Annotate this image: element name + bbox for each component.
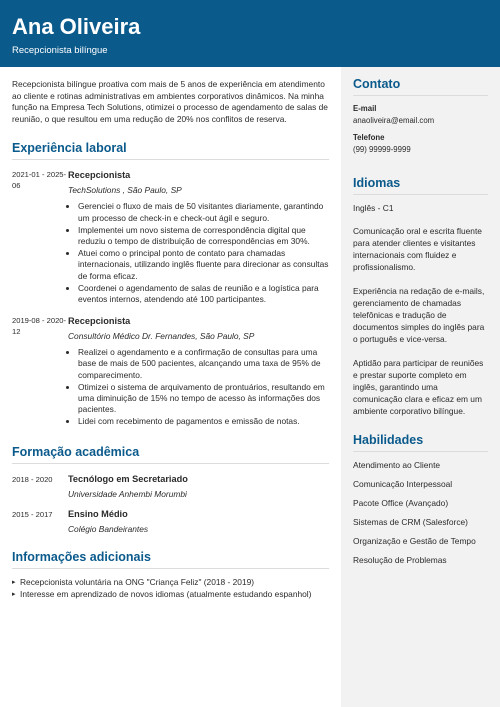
education-school: Colégio Bandeirantes [68, 523, 149, 534]
job-bullet: • Coordenei o agendamento de salas de reunião e a logística para eventos internos, atendendo até 100 participantes. [78, 283, 329, 305]
job-dates: 2021-01 - 2025-06 [12, 170, 67, 190]
experience-heading: Experiência laboral [12, 141, 329, 160]
language-description: Experiência na redação de e-mails, gerenciamento de chamadas telefônicas e tradução de documentos simples do inglês para o português e vice-versa. [353, 286, 485, 344]
phone-value: (99) 99999-9999 [353, 145, 411, 154]
resume-body [0, 67, 500, 707]
education-degree: Tecnólogo em Secretariado [68, 473, 188, 484]
education-school: Universidade Anhembi Morumbi [68, 488, 187, 499]
language-description: Comunicação oral e escrita fluente para atender clientes e visitantes internacionais com fluidez e profissionalismo. [353, 226, 482, 272]
job-details [68, 316, 329, 428]
education-details [68, 474, 329, 499]
job-bullets [68, 201, 329, 305]
additional-info-list [12, 577, 329, 600]
skill-item: Resolução de Problemas [353, 555, 447, 565]
job-bullet: • Implementei um novo sistema de correspondência digital que reduziu o tempo de distribuição de correspondências em 30%. [78, 225, 329, 247]
email-label: E-mail [353, 104, 377, 113]
education-entry [12, 474, 329, 499]
additional-info-item: ▸ Interesse em aprendizado de novos idiomas (atualmente estudando espanhol) [12, 589, 329, 600]
education-dates: 2015 - 2017 [12, 509, 53, 519]
job-company: Consultório Médico Dr. Fernandes, São Paulo, SP [68, 331, 255, 342]
job-bullet: • Otimizei o sistema de arquivamento de prontuários, resultando em uma diminuição de 15% no tempo de acesso às informações dos pacientes. [78, 382, 329, 416]
job-bullet: • Realizei o agendamento e a confirmação de consultas para uma base de mais de 500 pacientes, alcançando uma taxa de 95% de comparecimento. [78, 347, 329, 381]
contact-heading: Contato [353, 77, 488, 96]
education-details [68, 509, 329, 534]
education-heading: Formação acadêmica [12, 445, 329, 464]
education-dates: 2018 - 2020 [12, 474, 53, 484]
candidate-role: Recepcionista bilíngue [12, 45, 108, 56]
professional-summary: Recepcionista bilíngue proativa com mais de 5 anos de experiência em atendimento ao cliente e rotinas administrativas em ambientes corporativos dinâmicos. Na minha função na Empresa Tech Solutions, otimizei o processo de agendamento de salas de reunião, o que resultou em uma redução de 20% nos conflitos de reserva. [12, 79, 328, 124]
job-details [68, 170, 329, 306]
job-entry [12, 316, 329, 428]
job-bullet: • Lidei com recebimento de pagamentos e emissão de notas. [78, 416, 329, 427]
skill-item: Sistemas de CRM (Salesforce) [353, 517, 468, 527]
job-dates: 2019-08 - 2020-12 [12, 316, 67, 336]
additional-info-item: ▸ Recepcionista voluntária na ONG "Criança Feliz" (2018 - 2019) [12, 577, 329, 588]
education-entry [12, 509, 329, 534]
additional-info-heading: Informações adicionais [12, 550, 329, 569]
language-description: Aptidão para participar de reuniões e prestar suporte completo em inglês, garantindo uma comunicação clara e eficaz em um ambiente corporativo bilíngue. [353, 358, 484, 416]
job-company: TechSolutions , São Paulo, SP [68, 185, 182, 196]
job-bullet: • Gerenciei o fluxo de mais de 50 visitantes diariamente, garantindo um processo de check-in e check-out ágil e seguro. [78, 201, 329, 223]
job-title: Recepcionista [68, 316, 131, 327]
candidate-name: Ana Oliveira [12, 14, 141, 39]
job-entry [12, 170, 329, 306]
job-bullets [68, 347, 329, 427]
job-bullet: • Atuei como o principal ponto de contato para chamadas internacionais, utilizando inglês fluente para direcionar as consultas de forma eficaz. [78, 248, 329, 282]
sidebar [341, 67, 500, 707]
main-column [0, 67, 341, 707]
email-value: anaoliveira@email.com [353, 116, 435, 125]
skill-item: Atendimento ao Cliente [353, 460, 441, 470]
job-title: Recepcionista [68, 170, 131, 181]
languages-heading: Idiomas [353, 176, 488, 195]
language-level: Inglês - C1 [353, 203, 394, 213]
skill-item: Comunicação Interpessoal [353, 479, 453, 489]
skill-item: Organização e Gestão de Tempo [353, 536, 476, 546]
phone-label: Telefone [353, 133, 385, 142]
skills-heading: Habilidades [353, 433, 488, 452]
resume-header [0, 0, 500, 67]
education-degree: Ensino Médio [68, 508, 128, 519]
skill-item: Pacote Office (Avançado) [353, 498, 449, 508]
